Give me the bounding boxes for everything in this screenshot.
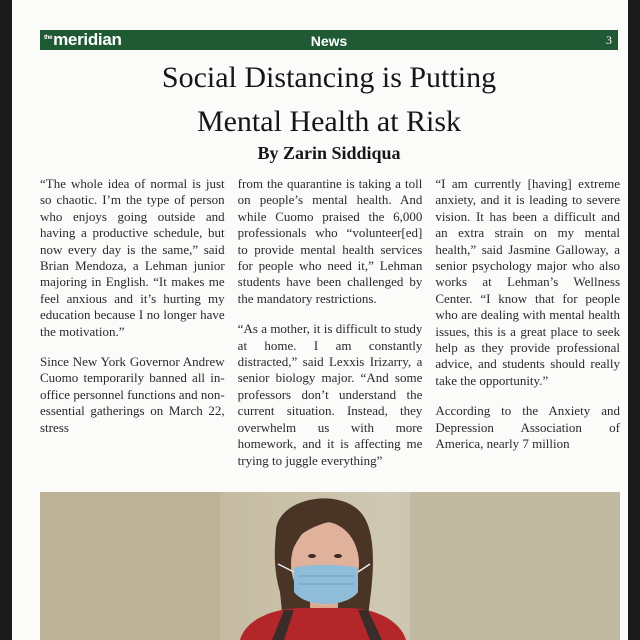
paragraph: “As a mother, it is difficult to study at home. I am constantly distracted,” said Lexxis Irizarry, a senior biology major. “And some professors don’t understand the current situation. Instead, they overwhelm us with more homework, and it is affecting me trying to juggle everything”	[237, 321, 423, 468]
masthead-bar	[40, 30, 618, 50]
article-column-1	[40, 176, 225, 482]
masked-woman-illustration	[40, 492, 620, 640]
paragraph: “I am currently [having] extreme anxiety, and it is leading to severe vision. It has been a difficult and an extra strain on my mental health,” said Jasmine Galloway, a senior psychology major who also works at Lehman’s Wellness Center. “I know that for people who are dealing with mental health issues, this is a great place to seek help as they provide professional advice, and students should really take the opportunity.”	[435, 176, 620, 388]
article-photo	[40, 492, 620, 640]
headline-line-2: Mental Health at Risk	[196, 105, 462, 138]
article-body	[40, 176, 620, 482]
byline: By Zarin Siddiqua	[257, 143, 401, 163]
brand-name: meridian	[53, 30, 122, 49]
section-label: News	[310, 33, 348, 49]
newspaper-page	[12, 0, 628, 640]
page-number: 3	[606, 33, 612, 47]
paragraph: Since New York Governor Andrew Cuomo temporarily banned all in-office personnel functions and non-essential gatherings on March 22, stress	[40, 354, 225, 435]
paragraph: “The whole idea of normal is just so chaotic. I’m the type of person who enjoys going outside and having a productive schedule, but now every day is the same,” said Brian Mendoza, a Lehman junior majoring in English. “It makes me feel anxious and it’s hurting my education because I no longer have the motivation.”	[40, 176, 225, 339]
brand-prefix: the	[44, 35, 53, 41]
article-column-3	[435, 176, 620, 482]
headline-line-1: Social Distancing is Putting	[161, 61, 497, 94]
paragraph: from the quarantine is taking a toll on people’s mental health. And while Cuomo praised the 6,000 professionals who “volunteer[ed] to provide mental health services for people who need it,” Lehman students have been challenged by the mandatory restrictions.	[237, 176, 423, 306]
headline	[40, 56, 618, 144]
paragraph: According to the Anxiety and Depression Association of America, nearly 7 million	[435, 403, 620, 452]
article-column-2	[238, 176, 423, 482]
